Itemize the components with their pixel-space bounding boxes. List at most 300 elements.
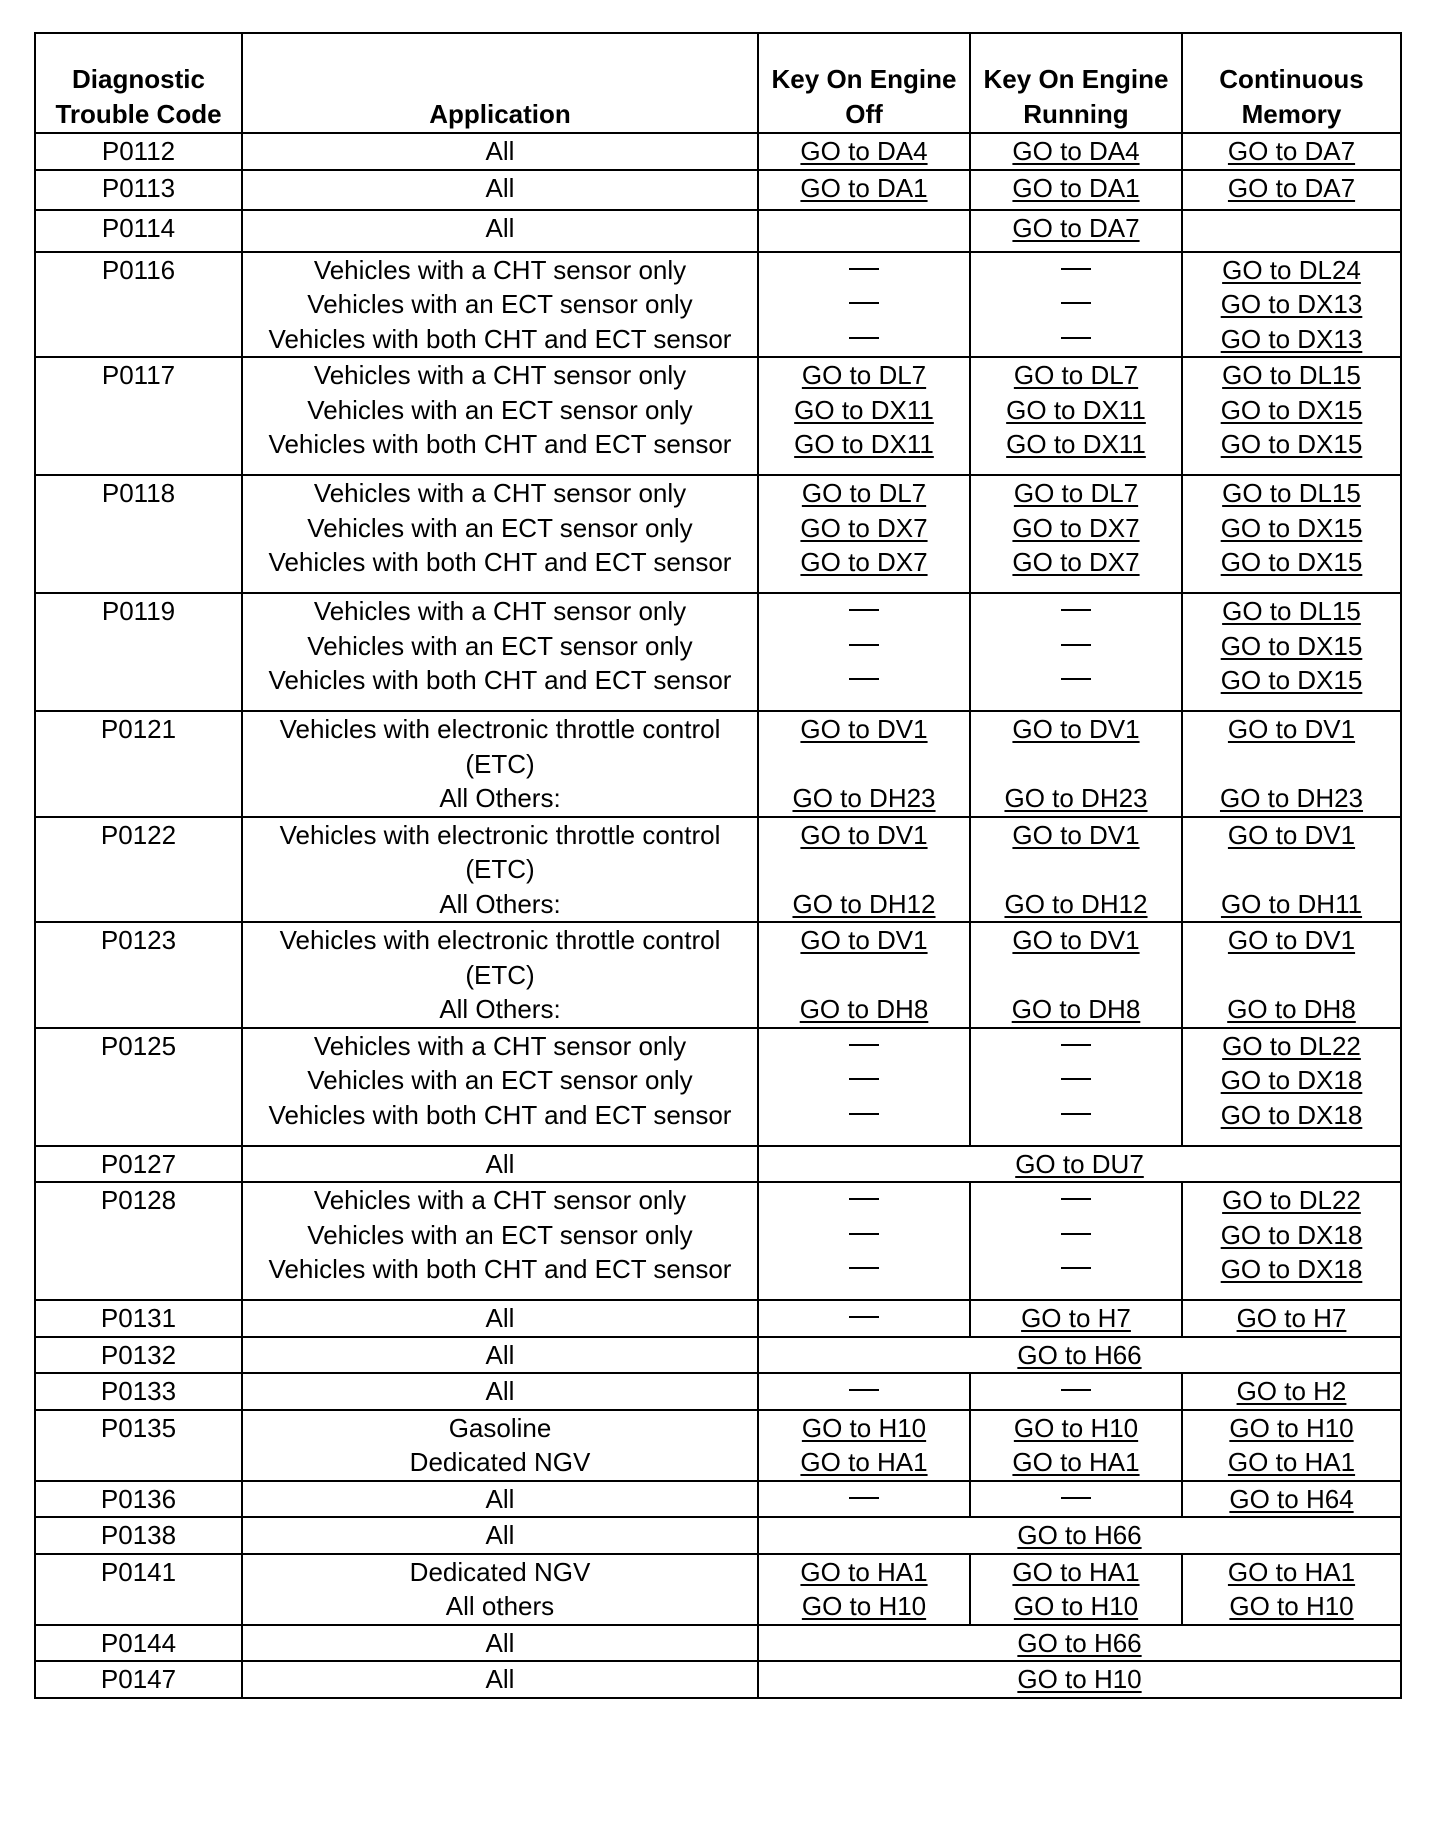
table-row [35, 1554, 1401, 1625]
dash-mark [763, 594, 965, 629]
go-to-link[interactable]: GO to DL7 [1013, 360, 1139, 390]
go-to-link[interactable]: GO to DL7 [801, 478, 927, 508]
continuous-memory-cell [1182, 1481, 1401, 1518]
line [1187, 887, 1396, 922]
go-to-link[interactable]: GO to H10 [1013, 1591, 1139, 1621]
go-to-link[interactable]: GO to DX11 [794, 429, 934, 459]
continuous-memory-cell [1182, 1410, 1401, 1481]
dtc-code: P0132 [35, 1337, 242, 1374]
go-to-link[interactable]: GO to DH12 [792, 888, 936, 919]
go-to-link[interactable]: GO to DA4 [1012, 136, 1140, 166]
dash-mark [975, 1098, 1177, 1133]
application-cell [242, 475, 758, 593]
application-line: All [485, 1483, 515, 1514]
dash-line [849, 1113, 879, 1115]
dtc-code: P0144 [35, 1625, 242, 1662]
dash-line [1061, 644, 1091, 646]
application-line: Vehicles with electronic throttle control [279, 925, 721, 955]
table-row [35, 1481, 1401, 1518]
koer-cell [970, 593, 1182, 711]
dtc-code: P0125 [35, 1028, 242, 1146]
koer-cell [970, 475, 1182, 593]
application-line: Vehicles with an ECT sensor only [307, 394, 693, 425]
dash-mark [975, 1252, 1177, 1287]
table-row [35, 1410, 1401, 1481]
go-to-link[interactable]: GO to DL22 [1222, 1030, 1361, 1061]
line [975, 134, 1177, 169]
dash-mark [763, 253, 965, 288]
go-to-link[interactable]: GO to DU7 [1015, 1148, 1144, 1179]
go-to-link[interactable]: GO to DX11 [1006, 394, 1146, 425]
koer-cell [970, 922, 1182, 1028]
empty-line [1187, 958, 1396, 993]
line [1187, 427, 1396, 462]
application-line: Vehicles with both CHT and ECT sensor [268, 323, 732, 354]
line [1187, 1098, 1396, 1133]
application-line: All [485, 1627, 515, 1658]
go-to-link[interactable]: GO to DX15 [1220, 630, 1363, 661]
dash-line [1061, 1078, 1091, 1080]
go-to-link[interactable]: GO to H66 [1017, 1520, 1142, 1550]
koeo-cell [758, 133, 970, 170]
empty-line [975, 852, 1177, 887]
application-line: Vehicles with a CHT sensor only [313, 596, 687, 626]
go-to-link[interactable]: GO to DX18 [1220, 1219, 1363, 1250]
dash-mark [763, 1063, 965, 1098]
go-to-link[interactable]: GO to DA1 [1012, 172, 1140, 203]
application-cell [242, 1300, 758, 1337]
go-to-link[interactable]: GO to DX18 [1220, 1254, 1363, 1284]
line [975, 1555, 1177, 1590]
application-line: All Others: [439, 783, 561, 813]
go-to-link[interactable]: GO to HA1 [1012, 1556, 1140, 1587]
dash-mark [763, 1482, 965, 1517]
go-to-link[interactable]: GO to DX7 [800, 547, 928, 577]
line [1187, 818, 1396, 853]
line [1187, 1482, 1396, 1517]
dtc-code: P0113 [35, 170, 242, 210]
dtc-code: P0138 [35, 1517, 242, 1554]
empty-line [1187, 747, 1396, 782]
line [1187, 629, 1396, 664]
line [763, 427, 965, 462]
dash-mark [763, 322, 965, 357]
go-to-link[interactable]: GO to DX11 [794, 394, 934, 425]
koeo-cell [758, 1410, 970, 1481]
go-to-link[interactable]: GO to DX13 [1220, 323, 1363, 354]
koeo-cell [758, 1182, 970, 1300]
line [763, 393, 965, 428]
application-line: Vehicles with electronic throttle control [279, 819, 721, 850]
application-line: All [485, 1303, 515, 1333]
continuous-memory-cell [1182, 1182, 1401, 1300]
empty-line [1187, 852, 1396, 887]
application-cell [242, 133, 758, 170]
application-line: Dedicated NGV [409, 1447, 591, 1477]
koeo-cell [758, 475, 970, 593]
application-line: Vehicles with electronic throttle control [279, 714, 721, 744]
continuous-memory-cell [1182, 922, 1401, 1028]
koeo-cell [758, 922, 970, 1028]
go-to-link[interactable]: GO to HA1 [800, 1556, 928, 1587]
dtc-table [34, 32, 1402, 1699]
dtc-code: P0127 [35, 1146, 242, 1183]
koer-cell [970, 1373, 1182, 1410]
table-row [35, 922, 1401, 1028]
dtc-code: P0135 [35, 1410, 242, 1481]
dash-mark [975, 253, 1177, 288]
go-to-link[interactable]: GO to DX18 [1220, 1099, 1363, 1130]
header-koer: Key On Engine Running [970, 33, 1182, 133]
table-row [35, 1661, 1401, 1698]
koeo-cell [758, 817, 970, 923]
line [975, 211, 1177, 246]
dash-line [849, 268, 879, 270]
line [763, 887, 965, 922]
go-to-link[interactable]: GO to HA1 [1227, 1447, 1356, 1477]
dash-line [1061, 1389, 1091, 1391]
line [975, 476, 1177, 511]
application-cell [242, 1481, 758, 1518]
line [763, 358, 965, 393]
go-to-link[interactable]: GO to HA1 [1012, 1447, 1140, 1477]
go-to-link[interactable]: GO to DL24 [1222, 254, 1361, 285]
dash-line [849, 1078, 879, 1080]
application-cell [242, 711, 758, 817]
application-line: Vehicles with both CHT and ECT sensor [268, 547, 732, 577]
line [763, 1589, 965, 1624]
line [1187, 1374, 1396, 1409]
dash-line [1061, 302, 1091, 304]
application-line: Vehicles with a CHT sensor only [313, 254, 687, 285]
line [975, 171, 1177, 206]
application-line: Gasoline [448, 1412, 552, 1443]
empty-line [975, 958, 1177, 993]
table-row [35, 1146, 1401, 1183]
application-cell [242, 357, 758, 475]
table-row [35, 1373, 1401, 1410]
dtc-code: P0122 [35, 817, 242, 923]
go-to-link[interactable]: GO to H64 [1229, 1483, 1354, 1514]
line [1187, 358, 1396, 393]
dtc-code: P0117 [35, 357, 242, 475]
go-to-link[interactable]: GO to DX15 [1220, 394, 1363, 425]
dash-line [849, 1198, 879, 1200]
application-cell [242, 1373, 758, 1410]
application-cell [242, 1554, 758, 1625]
go-to-link[interactable]: GO to H10 [1017, 1664, 1142, 1694]
koeo-cell [758, 1554, 970, 1625]
koer-cell [970, 133, 1182, 170]
application-line: All [485, 136, 515, 166]
go-to-link[interactable]: GO to DH11 [1220, 888, 1363, 919]
header-dtc: Diagnostic Trouble Code [35, 33, 242, 133]
dash-mark [763, 1374, 965, 1409]
koer-cell [970, 1300, 1182, 1337]
application-line: Vehicles with both CHT and ECT sensor [268, 1254, 732, 1284]
table-row [35, 252, 1401, 358]
koeo-cell [758, 1028, 970, 1146]
application-line: All [485, 1520, 515, 1550]
line [763, 992, 965, 1027]
continuous-memory-cell [1182, 711, 1401, 817]
line [1187, 134, 1396, 169]
dash-mark [975, 629, 1177, 664]
all-modes-cell [758, 1517, 1401, 1554]
line [975, 427, 1177, 462]
line [763, 712, 965, 747]
go-to-link[interactable]: GO to DH8 [799, 994, 929, 1024]
dash-line [849, 1497, 879, 1499]
go-to-link[interactable]: GO to DV1 [800, 819, 928, 850]
all-modes-cell [758, 1146, 1401, 1183]
dash-mark [975, 1374, 1177, 1409]
go-to-link[interactable]: GO to DH8 [1011, 994, 1141, 1024]
line [975, 781, 1177, 816]
go-to-link[interactable]: GO to DV1 [1227, 714, 1356, 744]
table-row [35, 1028, 1401, 1146]
application-cell [242, 1146, 758, 1183]
table-row [35, 475, 1401, 593]
continuous-memory-cell [1182, 1373, 1401, 1410]
application-line: Vehicles with an ECT sensor only [307, 1219, 693, 1250]
go-to-link[interactable]: GO to DH23 [792, 783, 936, 813]
go-to-link[interactable]: GO to H7 [1236, 1303, 1347, 1333]
koeo-cell [758, 1300, 970, 1337]
line [763, 1555, 965, 1590]
line [1187, 1218, 1396, 1253]
dash-mark [975, 1029, 1177, 1064]
dtc-code: P0141 [35, 1554, 242, 1625]
line [975, 358, 1177, 393]
table-row [35, 1300, 1401, 1337]
application-line: All others [445, 1591, 555, 1621]
dtc-code: P0136 [35, 1481, 242, 1518]
line [763, 171, 965, 206]
go-to-link[interactable]: GO to DH23 [1219, 783, 1364, 813]
application-line: All [485, 212, 515, 243]
application-cell [242, 1625, 758, 1662]
go-to-link[interactable]: GO to HA1 [800, 1447, 928, 1477]
dtc-code: P0114 [35, 210, 242, 252]
line [763, 476, 965, 511]
application-cell [242, 170, 758, 210]
koer-cell [970, 817, 1182, 923]
koeo-cell [758, 1481, 970, 1518]
application-cell [242, 593, 758, 711]
koer-cell [970, 711, 1182, 817]
go-to-link[interactable]: GO to DL15 [1222, 478, 1361, 508]
application-line: All Others: [439, 994, 561, 1024]
dash-line [1061, 1233, 1091, 1235]
line [975, 393, 1177, 428]
application-cell [242, 817, 758, 923]
go-to-link[interactable]: GO to DX11 [1006, 429, 1146, 459]
line [975, 545, 1177, 580]
application-cell [242, 1028, 758, 1146]
application-line: Vehicles with an ECT sensor only [307, 289, 693, 319]
go-to-link[interactable]: GO to DL7 [801, 360, 927, 390]
dtc-code: P0118 [35, 475, 242, 593]
application-cell [242, 1661, 758, 1698]
application-line: All [485, 1664, 515, 1694]
line [763, 545, 965, 580]
dash-line [1061, 337, 1091, 339]
go-to-link[interactable]: GO to DL15 [1222, 596, 1361, 626]
go-to-link[interactable]: GO to DX15 [1220, 429, 1363, 459]
line [975, 923, 1177, 958]
continuous-memory-cell [1182, 1554, 1401, 1625]
dash-mark [763, 1098, 965, 1133]
go-to-link[interactable]: GO to DX15 [1220, 665, 1363, 695]
go-to-link[interactable]: GO to DA7 [1012, 212, 1140, 243]
go-to-link[interactable]: GO to DX15 [1220, 547, 1363, 577]
go-to-link[interactable]: GO to DA7 [1227, 136, 1356, 166]
go-to-link[interactable]: GO to DL15 [1222, 360, 1361, 390]
dash-mark [763, 663, 965, 698]
go-to-link[interactable]: GO to H10 [1229, 1591, 1354, 1621]
go-to-link[interactable]: GO to DV1 [1012, 925, 1140, 955]
go-to-link[interactable]: GO to DV1 [1227, 925, 1356, 955]
dtc-code: P0121 [35, 711, 242, 817]
application-cell [242, 922, 758, 1028]
dash-mark [763, 1301, 965, 1336]
application-line: (ETC) [465, 748, 535, 779]
dtc-code: P0116 [35, 252, 242, 358]
line [1187, 1555, 1396, 1590]
dash-line [1061, 609, 1091, 611]
dash-line [849, 1044, 879, 1046]
go-to-link[interactable]: GO to H2 [1236, 1376, 1347, 1406]
line [1187, 1029, 1396, 1064]
go-to-link[interactable]: GO to DV1 [1012, 714, 1140, 744]
go-to-link[interactable]: GO to H7 [1021, 1303, 1131, 1333]
go-to-link[interactable]: GO to DX7 [1012, 512, 1140, 543]
line [975, 1301, 1177, 1336]
go-to-link[interactable]: GO to H10 [801, 1591, 927, 1621]
go-to-link[interactable]: GO to H10 [1013, 1412, 1139, 1443]
continuous-memory-cell [1182, 1028, 1401, 1146]
koer-cell [970, 1554, 1182, 1625]
header-koeo: Key On Engine Off [758, 33, 970, 133]
line [975, 511, 1177, 546]
koeo-cell [758, 711, 970, 817]
dash-line [849, 302, 879, 304]
go-to-link[interactable]: GO to DA7 [1227, 172, 1356, 203]
line [975, 887, 1177, 922]
line [975, 818, 1177, 853]
application-line: All [485, 172, 515, 203]
dash-line [1061, 1497, 1091, 1499]
go-to-link[interactable]: GO to DV1 [1227, 819, 1356, 850]
line [1187, 1252, 1396, 1287]
application-cell [242, 1410, 758, 1481]
dash-mark [975, 1183, 1177, 1218]
go-to-link[interactable]: GO to DH23 [1004, 783, 1148, 813]
go-to-link[interactable]: GO to DH8 [1227, 994, 1356, 1024]
go-to-link[interactable]: GO to H66 [1017, 1627, 1142, 1658]
go-to-link[interactable]: GO to HA1 [1227, 1556, 1356, 1587]
table-row [35, 170, 1401, 210]
dtc-code: P0131 [35, 1300, 242, 1337]
empty-line [975, 747, 1177, 782]
dtc-code: P0147 [35, 1661, 242, 1698]
line [1187, 1063, 1396, 1098]
go-to-link[interactable]: GO to DL22 [1222, 1185, 1361, 1215]
dash-line [849, 609, 879, 611]
koeo-cell [758, 252, 970, 358]
go-to-link[interactable]: GO to DA1 [800, 172, 928, 203]
application-cell [242, 1517, 758, 1554]
go-to-link[interactable]: GO to DX13 [1220, 289, 1363, 319]
continuous-memory-cell [1182, 1300, 1401, 1337]
application-line: All [485, 1148, 515, 1179]
koer-cell [970, 357, 1182, 475]
line [1187, 253, 1396, 288]
dash-mark [763, 1218, 965, 1253]
dash-mark [975, 594, 1177, 629]
line [975, 1411, 1177, 1446]
application-line: Vehicles with both CHT and ECT sensor [268, 429, 732, 459]
all-modes-cell [758, 1337, 1401, 1374]
dash-mark [975, 322, 1177, 357]
continuous-memory-cell [1182, 817, 1401, 923]
continuous-memory-cell [1182, 133, 1401, 170]
go-to-link[interactable]: GO to H66 [1017, 1339, 1142, 1370]
go-to-link[interactable]: GO to DA4 [800, 136, 928, 166]
application-cell [242, 1182, 758, 1300]
go-to-link[interactable]: GO to DV1 [1012, 819, 1140, 850]
line [1187, 1301, 1396, 1336]
application-line: (ETC) [465, 854, 535, 884]
go-to-link[interactable]: GO to DH12 [1004, 888, 1148, 919]
application-line: Vehicles with a CHT sensor only [313, 1185, 687, 1215]
line [1187, 545, 1396, 580]
koeo-cell [758, 357, 970, 475]
application-line: Vehicles with both CHT and ECT sensor [268, 665, 732, 695]
line [1187, 1445, 1396, 1480]
line [1187, 712, 1396, 747]
go-to-link[interactable]: GO to DV1 [800, 925, 928, 955]
application-line: All [485, 1339, 515, 1370]
line [1187, 1589, 1396, 1624]
go-to-link[interactable]: GO to DV1 [800, 714, 928, 744]
all-modes-cell [758, 1661, 1401, 1698]
dash-line [1061, 268, 1091, 270]
application-cell [242, 252, 758, 358]
dtc-code: P0133 [35, 1373, 242, 1410]
dash-line [849, 644, 879, 646]
go-to-link[interactable]: GO to DX15 [1220, 512, 1363, 543]
dtc-table-page [34, 32, 1400, 1699]
dtc-code: P0123 [35, 922, 242, 1028]
go-to-link[interactable]: GO to H10 [801, 1412, 927, 1443]
koeo-cell [758, 170, 970, 210]
dtc-code: P0112 [35, 133, 242, 170]
line [763, 1445, 965, 1480]
continuous-memory-cell [1182, 170, 1401, 210]
go-to-link[interactable]: GO to DL7 [1013, 478, 1139, 508]
go-to-link[interactable]: GO to H10 [1229, 1412, 1354, 1443]
line [1187, 1411, 1396, 1446]
koer-cell [970, 1410, 1182, 1481]
dash-mark [975, 663, 1177, 698]
go-to-link[interactable]: GO to DX7 [800, 512, 928, 543]
go-to-link[interactable]: GO to DX7 [1012, 547, 1140, 577]
continuous-memory-cell [1182, 357, 1401, 475]
line [763, 134, 965, 169]
go-to-link[interactable]: GO to DX18 [1220, 1065, 1363, 1095]
